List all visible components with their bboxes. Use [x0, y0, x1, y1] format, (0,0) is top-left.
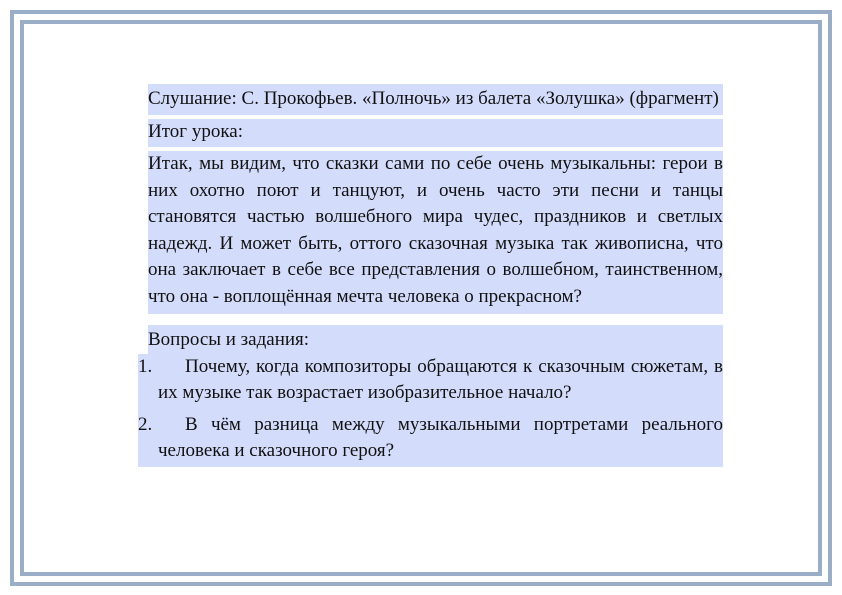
listening-paragraph [148, 84, 723, 115]
list-item-number: 2. [138, 413, 153, 435]
list-item [138, 354, 723, 407]
summary-text: Итак, мы видим, что сказки сами по себе очень музыкальны: герои в них охотно поют и танцуют, и очень часто эти песни и танцы становятся частью волшебного мира чудес, праздников и светлых надежд. И может быть, оттого сказочная музыка так живописна, что она заключает в себе все представления о волшебном, таинственном, что она - воплощённая мечта человека о прекрасном? [148, 153, 723, 307]
list-item-text: В чём разница между музыкальными портретами реального человека и сказочного героя? [158, 413, 723, 461]
list-item-text: Почему, когда композиторы обращаются к сказочным сюжетам, в их музыке так возрастает изобразительное начало? [158, 355, 723, 403]
summary-heading: Итог урока: [148, 119, 723, 148]
list-item-number: 1. [138, 355, 153, 377]
questions-list [138, 354, 723, 467]
list-item [138, 412, 723, 467]
summary-paragraph [148, 151, 723, 314]
questions-heading: Вопросы и задания: [148, 325, 723, 354]
listening-text: Слушание: С. Прокофьев. «Полночь» из балета «Золушка» (фрагмент) [148, 88, 719, 109]
text-content [138, 84, 723, 467]
